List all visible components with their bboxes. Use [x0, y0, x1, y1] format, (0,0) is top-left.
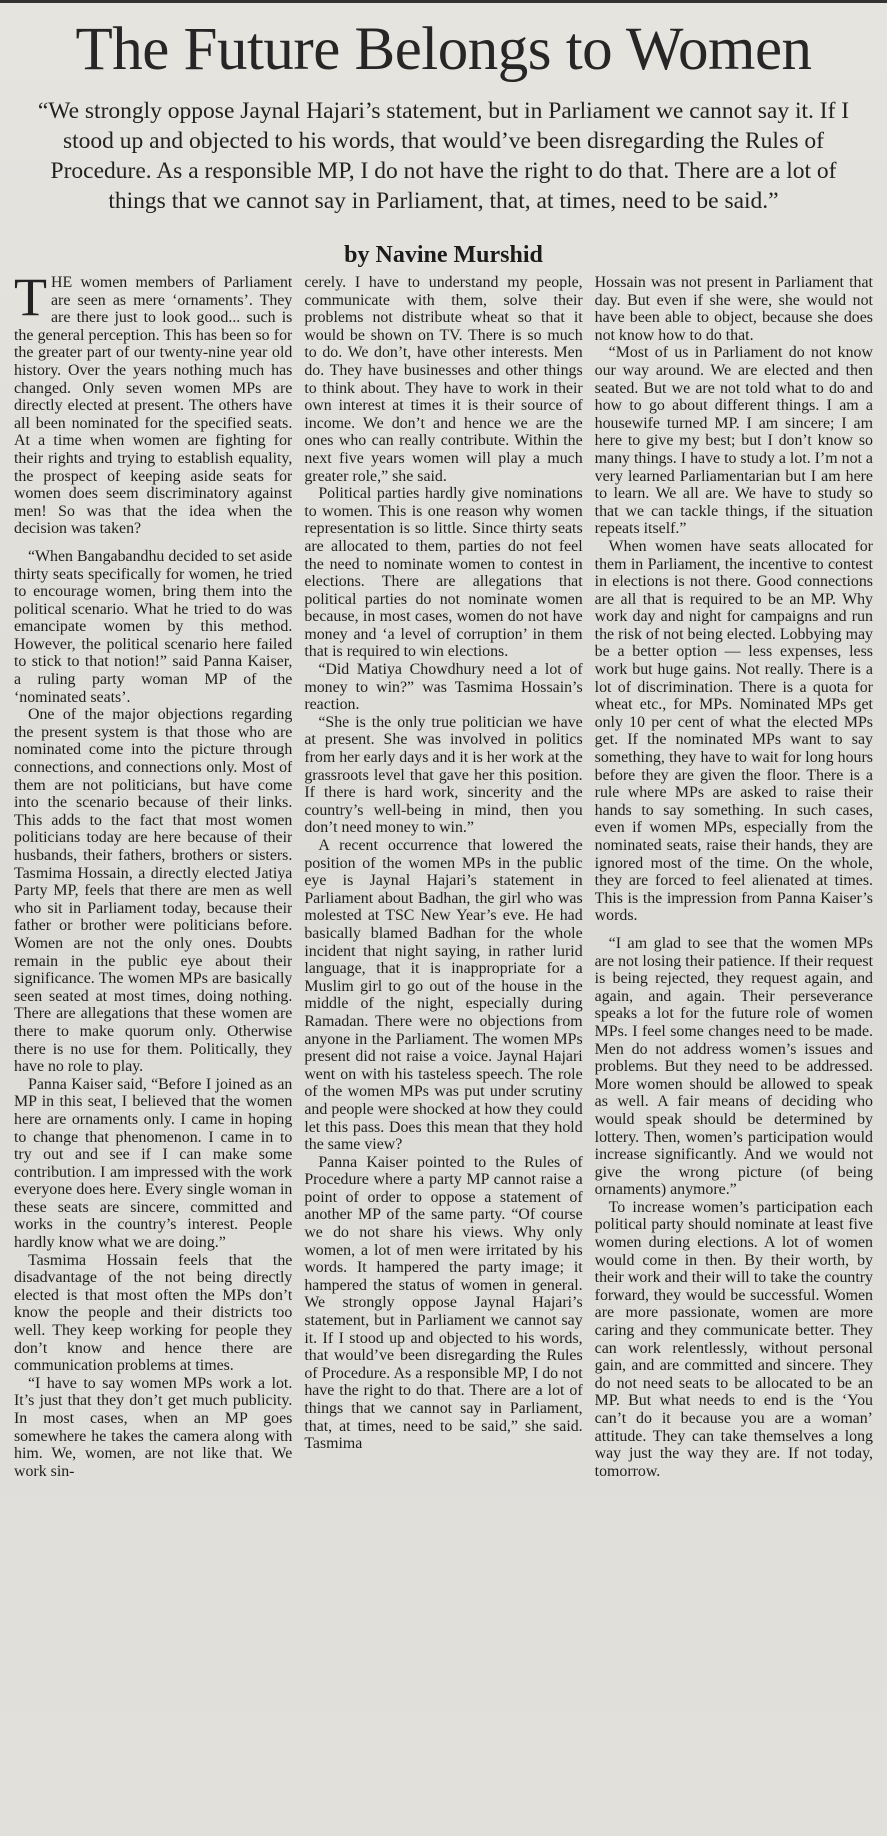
paragraph: Panna Kaiser pointed to the Rules of Procedure where a party MP cannot raise a point of order to oppose a statement of another MP of the same party. “Of course we do not share his views. Why only women, a lot of men were irritated by his words. It hampered the party image; it hampered the status of women in general. We strongly oppose Jaynal Hajari’s statement, but in Parliament we cannot say it. If I stood up and objected to his words, that would’ve been disregarding the Rules of Procedure. As a responsible MP, I do not have the right to do that. There are a lot of things that we cannot say in Parliament, that, at times, need to be said,” she said. Tasmima	[304, 1153, 583, 1453]
byline: by Navine Murshid	[344, 242, 543, 268]
paragraph: Tasmima Hossain feels that the disadvantage of the not being directly elected is that most often the MPs don’t know the people and their districts too well. They keep working for people they don’t know and hence there are communication problems at times.	[14, 1251, 293, 1375]
column-3	[595, 274, 873, 1822]
headline: The Future Belongs to Women	[75, 16, 812, 83]
paragraph-text: HE women members of Parliament are seen as mere ‘ornaments’. They are there just to look good... such is the general perception. This has been so for the greater part of our twenty-nine year old history. Over the years nothing much has changed. Only seven women MPs are directly elected at present. The others have all been nominated for the specified seats. At a time when women are fighting for their rights and trying to establish equality, the prospect of keeping aside seats for women does seem discriminatory against men! So was that the idea when the decision was taken?	[14, 274, 293, 538]
paragraph: “I am glad to see that the women MPs are not losing their patience. If their request is being rejected, they request again, and again, and again. Their perseverance speaks a lot for the future role of women MPs. I feel some changes need to be made. Men do not address women’s issues and problems. But they need to be addressed. More women should be allowed to speak as well. A fair means of deciding who would speak should be determined by lottery. Then, women’s participation would increase significantly. And we would not give the wrong picture (of being ornaments) anymore.”	[594, 934, 873, 1199]
paragraph: “Did Matiya Chowdhury need a lot of money to win?” was Tasmima Hossain’s reaction.	[304, 661, 583, 714]
paragraph: “Most of us in Parliament do not know our way around. We are elected and then seated. But we are not told what to do and how to go about different things. I am a housewife turned MP. I am sincere; I am here to give my best; but I don’t know so many things. I have to study a lot. I’m not a very learned Parliamentarian but I am here to learn. We all are. We have to study so that we can tackle things, if the situation repeats itself.”	[594, 344, 873, 538]
paragraph: “She is the only true politician we have at present. She was involved in politics from her early days and it is her work at the grassroots level that gave her this position. If there is hard work, sincerity and the country’s well-being in mind, then you don’t need money to win.”	[304, 713, 583, 837]
paragraph: Hossain was not present in Parliament that day. But even if she were, she would not have been able to object, because she does not know how to do that.	[594, 274, 873, 344]
paragraph: One of the major objections regarding the present system is that those who are nominated come into the picture through connections, and connections only. Most of them are not politicians, but have come into the scenario because of their links. This adds to the fact that most women politicians today are here because of their husbands, their fathers, brothers or sisters. Tasmima Hossain, a directly elected Jatiya Party MP, feels that there are men as well who sit in Parliament today, because their father or brother were politicians before. Women are not the only ones. Doubts remain in the public eye about their significance. The women MPs are basically seen seated at most times, doing nothing. There are allegations that these women are there to make quorum only. Otherwise there is no use for them. Politically, they have no role to play.	[14, 706, 293, 1076]
paragraph: To increase women’s participation each political party should nominate at least five women during elections. A lot of women would come in then. By their worth, by their work and their will to take the country forward, they would be successful. Women are more passionate, women are more caring and they communicate better. They can work relentlessly, without personal gain, and are committed and sincere. They do not need seats to be allocated to be an MP. But what needs to end is the ‘You can’t do it because you are a woman’ attitude. They can take themselves a long way just the way they are. If not today, tomorrow.	[594, 1198, 873, 1480]
paragraph: “When Bangabandhu decided to set aside thirty seats specifically for women, he tried to encourage women, bring them into the political scenario. What he tried to do was emancipate women by this method. However, the political scenario here failed to stick to that notion!” said Panna Kaiser, a ruling party woman MP of the ‘nominated seats’.	[14, 547, 293, 706]
top-rule	[0, 0, 887, 3]
pull-quote-deck: “We strongly oppose Jaynal Hajari’s statement, but in Parliament we cannot say it. If I stood up and objected to his words, that would’ve been disregarding the Rules of Procedure. As a responsible MP, I do not have the right to do that. There are a lot of things that we cannot say in Parliament, that, at times, need to be said.”	[37, 98, 850, 214]
column-1	[14, 274, 292, 1822]
paragraph: “I have to say women MPs work a lot. It’s just that they don’t get much publicity. In most cases, when an MP goes somewhere he takes the camera along with him. We, women, are not like that. We work sin-	[14, 1374, 293, 1480]
column-2	[304, 274, 582, 1822]
paragraph: A recent occurrence that lowered the position of the women MPs in the public eye is Jaynal Hajari’s statement in Parliament about Badhan, the girl who was molested at TSC New Year’s eve. He had basically blamed Badhan for the whole incident that night saying, in rather lurid language, that it is inappropriate for a Muslim girl to go out of the house in the middle of the night, especially during Ramadan. There were no objections from anyone in the Parliament. The women MPs present did not raise a voice. Jaynal Hajari went on with his tasteless speech. The role of the women MPs was put under scrutiny and people were shocked at how they could let this pass. Does this mean that they hold the same view?	[304, 837, 583, 1154]
paragraph: When women have seats allocated for them in Parliament, the incentive to contest in elections is not there. Good connections are all that is required to be an MP. Why work day and night for campaigns and run the risk of not being elected. Lobbying may be a better option — less expenses, less work but huge gains. Not really. There is a lot of discrimination. There is a quota for wheat etc., for MPs. Nominated MPs get only 10 per cent of what the elected MPs get. If the nominated MPs want to say something, they have to wait for long hours before they are given the floor. There is a rule where MPs are asked to raise their hands to say something. In such cases, even if women MPs, especially from the nominated seats, raise their hands, they are ignored most of the time. On the whole, they are forced to feel alienated at times. This is the impression from Panna Kaiser’s words.	[594, 537, 873, 925]
article-body	[14, 274, 873, 1822]
paragraph: Political parties hardly give nominations to women. This is one reason why women representation is so little. Since thirty seats are allocated to them, parties do not feel the need to nominate women to contest in elections. There are allegations that political parties do not nominate women because, in most cases, women do not have money and ‘a level of corruption’ in them that is required to win elections.	[304, 485, 583, 661]
paragraph	[14, 274, 292, 538]
paragraph: Panna Kaiser said, “Before I joined as an MP in this seat, I believed that the women here are ornaments only. I came in hoping to change that phenomenon. I came in to try out and see if I can make some contribution. I am impressed with the work everyone does here. Every single woman in these seats are sincere, committed and works in the country’s interest. People hardly know what we are doing.”	[14, 1075, 293, 1252]
drop-cap: T	[14, 274, 47, 327]
paragraph: cerely. I have to understand my people, communicate with them, solve their problems not distribute wheat so that it would be shown on TV. There is so much to do. We don’t, have other interests. Men do. They have businesses and other things to think about. They have to work in their own interest at times it is their source of income. We don’t and hence we are the ones who can really contribute. Within the next five years women will play a much greater role,” she said.	[304, 274, 583, 485]
